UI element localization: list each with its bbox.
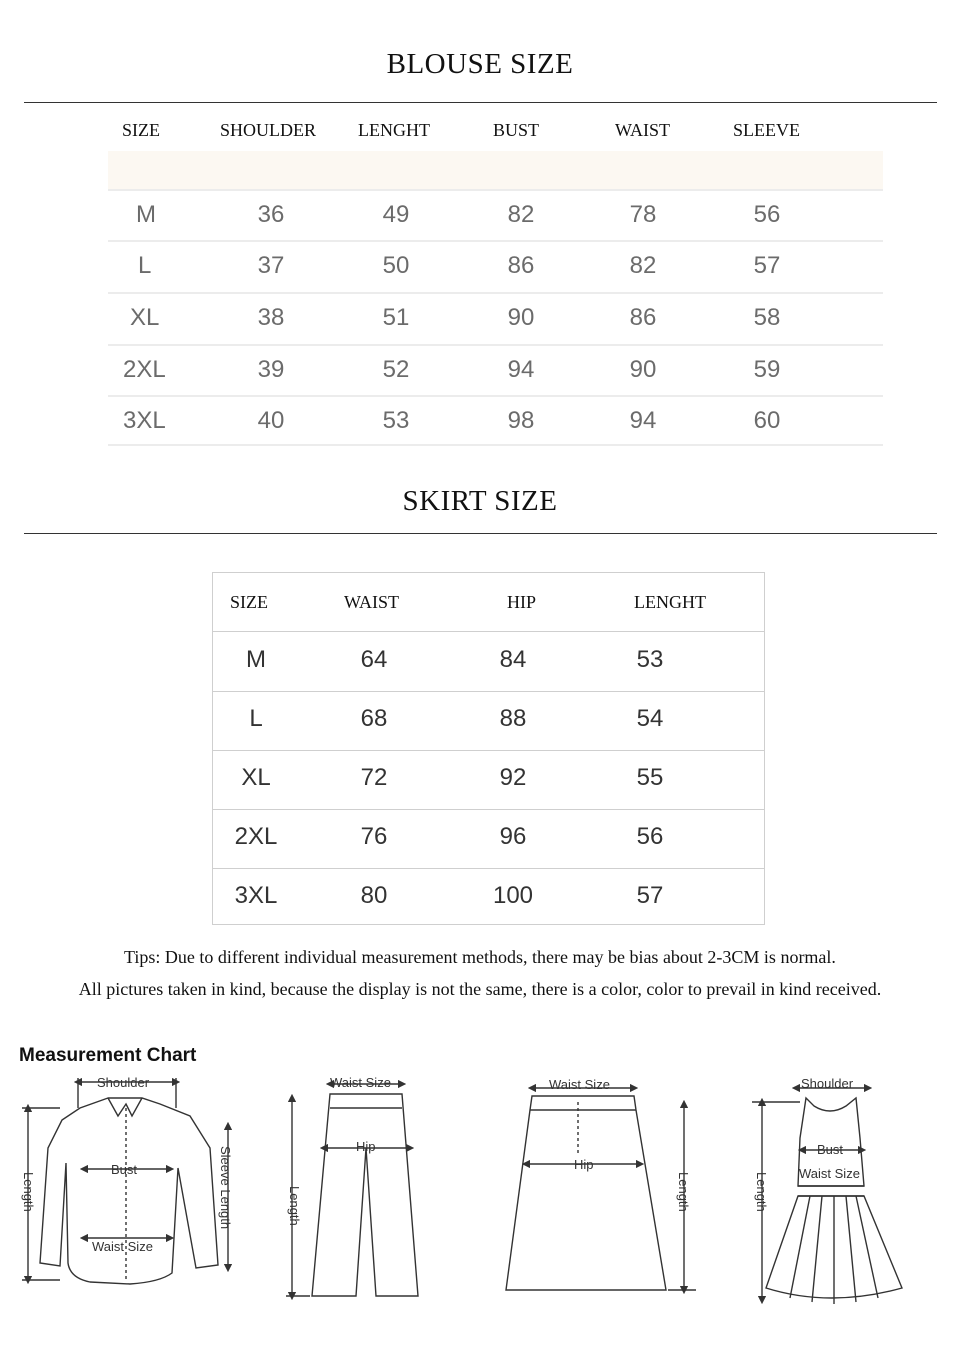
tip-line-2: All pictures taken in kind, because the display is not the same, there is a color, color to prevail in kind received. [78,979,882,999]
skirt-hip-label: Hip [574,1157,594,1172]
length-cell: 49 [382,201,410,228]
skirt-header-size: SIZE [230,592,268,612]
waist-cell: 90 [629,356,657,383]
length-cell: 51 [382,304,410,331]
length-cell: 57 [636,882,664,909]
shoulder-cell: 38 [257,304,285,331]
pants-diagram [286,1084,418,1296]
skirt-header-waist: WAIST [344,592,399,612]
blouse-header-sleeve: SLEEVE [733,120,800,140]
skirt-size-table [212,572,765,925]
dress-bust-label: Bust [817,1142,844,1157]
shirt-bust-label: Bust [111,1162,138,1177]
bust-cell: 94 [507,356,535,383]
size-cell: L [249,705,263,732]
length-cell: 50 [382,252,410,279]
blouse-divider [24,102,937,103]
waist-cell: 94 [629,407,657,434]
hip-cell: 84 [499,646,527,673]
skirt-outline [506,1096,666,1290]
bust-cell: 86 [507,252,535,279]
length-cell: 52 [382,356,410,383]
size-cell: 3XL [234,882,278,909]
sleeve-cell: 60 [753,407,781,434]
waist-cell: 76 [360,823,388,850]
bust-cell: 82 [507,201,535,228]
sleeve-cell: 56 [753,201,781,228]
size-cell: 2XL [123,356,166,383]
size-cell: M [136,201,156,228]
length-cell: 56 [636,823,664,850]
skirt-size-title: SKIRT SIZE [402,485,558,517]
dress-waist-label: Waist Size [799,1166,860,1181]
sleeve-cell: 58 [753,304,781,331]
size-cell: XL [241,764,271,791]
table-row [213,809,764,869]
blouse-table-bottom-rule [108,444,883,446]
waist-cell: 80 [360,882,388,909]
length-cell: 53 [636,646,664,673]
blouse-size-title: BLOUSE SIZE [386,48,574,80]
sleeve-cell: 59 [753,356,781,383]
tip-line-1: Tips: Due to different individual measurement methods, there may be bias about 2-3CM is normal. [124,947,836,967]
hip-cell: 96 [499,823,527,850]
skirt-length-label: Length [676,1172,691,1212]
shirt-shoulder-label: Shoulder [97,1075,150,1090]
hip-cell: 92 [499,764,527,791]
blouse-header-row [0,120,960,144]
length-cell: 55 [636,764,664,791]
measurement-diagrams [0,1068,960,1348]
size-cell: 3XL [123,407,166,434]
shoulder-cell: 39 [257,356,285,383]
size-cell: M [246,646,266,673]
pants-outline [312,1094,418,1296]
dress-length-label: Length [754,1172,769,1212]
skirt-header-hip: HIP [507,592,537,612]
table-row [213,750,764,810]
table-row [108,395,883,448]
skirt-header-length: LENGHT [634,592,706,612]
blouse-header-shoulder: SHOULDER [220,120,317,140]
skirt-waist-label: Waist Size [549,1077,610,1092]
length-cell: 53 [382,407,410,434]
pants-waist-label: Waist Size [330,1075,391,1090]
waist-cell: 64 [360,646,388,673]
blouse-header-bust: BUST [493,120,540,140]
pants-hip-label: Hip [356,1139,376,1154]
table-row [108,292,883,345]
shoulder-cell: 36 [257,201,285,228]
blouse-header-size: SIZE [122,120,160,140]
dress-shoulder-label: Shoulder [801,1076,854,1091]
blouse-header-band [108,151,883,191]
shirt-sleeve-label: Sleeve Length [218,1146,233,1230]
pants-length-label: Length [287,1186,302,1226]
size-cell: L [138,252,152,279]
blouse-header-length: LENGHT [358,120,430,140]
shirt-length-label: Length [21,1172,36,1212]
shirt-waist-label: Waist Size [92,1239,153,1254]
hip-cell: 88 [499,705,527,732]
skirt-divider [24,533,937,534]
waist-cell: 86 [629,304,657,331]
hip-cell: 100 [492,882,534,909]
blouse-size-table [108,151,883,446]
waist-cell: 82 [629,252,657,279]
waist-cell: 68 [360,705,388,732]
blouse-header-waist: WAIST [615,120,670,140]
table-row [213,868,764,927]
table-row [213,632,764,692]
skirt-diagram [506,1088,696,1290]
bust-cell: 90 [507,304,535,331]
table-row [108,189,883,242]
table-row [108,240,883,293]
table-row [108,344,883,397]
size-cell: XL [130,304,160,331]
skirt-header-row [213,573,764,632]
measurement-chart-title: Measurement Chart [19,1045,197,1066]
shoulder-cell: 37 [257,252,285,279]
length-cell: 54 [636,705,664,732]
dress-diagram [752,1088,902,1304]
shoulder-cell: 40 [257,407,285,434]
table-row [213,691,764,751]
waist-cell: 72 [360,764,388,791]
bust-cell: 98 [507,407,535,434]
shirt-outline [40,1098,218,1284]
sleeve-cell: 57 [753,252,781,279]
shirt-collar [108,1098,142,1116]
waist-cell: 78 [629,201,657,228]
size-cell: 2XL [234,823,278,850]
